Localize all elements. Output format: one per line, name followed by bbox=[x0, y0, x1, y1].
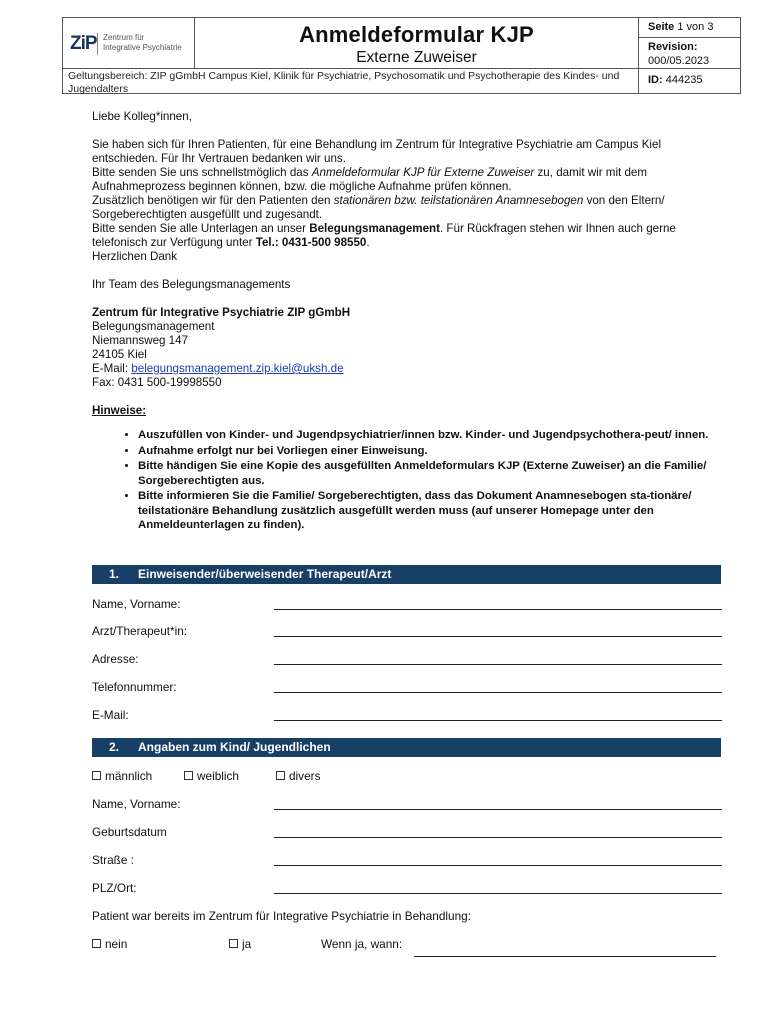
field-label: Arzt/Therapeut*in: bbox=[92, 624, 188, 638]
field-referrer-email bbox=[92, 708, 722, 724]
section-2-header bbox=[92, 738, 721, 757]
address-email bbox=[92, 362, 724, 376]
p4-dept: Belegungsmanagement bbox=[309, 222, 440, 235]
hinweise-list bbox=[92, 428, 724, 533]
address-org bbox=[92, 306, 724, 320]
revision-value: 000/05.2023 bbox=[648, 55, 710, 67]
field-label: Telefonnummer: bbox=[92, 680, 177, 694]
hinweis-item: • Bitte händigen Sie eine Kopie des ausgefüllten Anmeldeformulars KJP (Externe Zuweiser) an die Familie/ Sorgeberechtigten aus. bbox=[138, 459, 724, 488]
field-child-street bbox=[92, 853, 722, 869]
team-signoff: Ihr Team des Belegungsmanagements bbox=[92, 278, 291, 291]
paragraph-3 bbox=[92, 194, 724, 222]
field-child-zip-city bbox=[92, 881, 722, 897]
page-value: 1 von 3 bbox=[677, 21, 714, 33]
field-label: PLZ/Ort: bbox=[92, 881, 137, 895]
checkbox-icon[interactable] bbox=[276, 771, 285, 780]
fill-line[interactable] bbox=[274, 809, 722, 810]
option-label: divers bbox=[289, 769, 321, 783]
paragraph-4 bbox=[92, 222, 724, 250]
when-label: Wenn ja, wann: bbox=[321, 937, 403, 951]
field-referrer-role bbox=[92, 624, 722, 640]
org-name: Zentrum für Integrative Psychiatrie ZIP gGmbH bbox=[92, 306, 351, 319]
phone-number: Tel.: 0431-500 98550 bbox=[255, 236, 367, 249]
option-label: männlich bbox=[105, 769, 153, 783]
revision bbox=[639, 38, 740, 69]
p2-text-a: Bitte senden Sie uns schnellstmöglich das bbox=[92, 166, 312, 179]
field-label: Geburtsdatum bbox=[92, 825, 167, 839]
scope-text: Geltungsbereich: ZIP gGmbH Campus Kiel, Klinik für Psychiatrie, Psychosomatik und Psychotherapie des Kindes- und Jugendalters bbox=[63, 69, 639, 94]
fill-line[interactable] bbox=[274, 692, 722, 693]
p4-text-b: . Für Rückfragen stehen wir Ihnen auch gerne telefonisch zur Verfügung unter bbox=[92, 222, 676, 249]
address-dept: Belegungsmanagement bbox=[92, 320, 215, 333]
field-referrer-address bbox=[92, 652, 722, 668]
option-label: ja bbox=[242, 937, 252, 951]
document-title: Anmeldeformular KJP bbox=[299, 22, 534, 47]
gender-option-diverse[interactable] bbox=[276, 769, 320, 783]
prior-option-yes[interactable] bbox=[229, 937, 251, 951]
section-2-number: 2. bbox=[109, 740, 120, 754]
paragraph-2 bbox=[92, 166, 724, 194]
checkbox-icon[interactable] bbox=[229, 939, 238, 948]
fill-line[interactable] bbox=[274, 664, 722, 665]
checkbox-icon[interactable] bbox=[184, 771, 193, 780]
checkbox-icon[interactable] bbox=[92, 771, 101, 780]
logo-cell bbox=[63, 18, 195, 69]
hinweis-item: • Bitte informieren Sie die Familie/ Sorgeberechtigten, dass das Dokument Anamnesebogen sta-tionäre/ teilstationäre Behandlung zusätzlich ausgefüllt werden muss (auf unserer Homepage unter den Anmeldeunterlagen zu finden). bbox=[138, 489, 724, 533]
section-1-number: 1. bbox=[109, 567, 120, 581]
field-child-birthdate bbox=[92, 825, 722, 841]
paragraph-1: Sie haben sich für Ihren Patienten, für eine Behandlung im Zentrum für Integrative Psychiatrie am Campus Kiel entschieden. Für Ihr Vertrauen bedanken wir uns. bbox=[92, 138, 662, 165]
revision-label: Revision: bbox=[648, 41, 698, 53]
logo-text-line2: Integrative Psychiatrie bbox=[103, 43, 182, 52]
hinweis-item: • Aufnahme erfolgt nur bei Vorliegen einer Einweisung. bbox=[138, 444, 724, 459]
title-cell bbox=[195, 18, 639, 69]
checkbox-icon[interactable] bbox=[92, 939, 101, 948]
hinweise-heading: Hinweise: bbox=[92, 404, 147, 417]
address-city: 24105 Kiel bbox=[92, 348, 147, 361]
thanks: Herzlichen Dank bbox=[92, 250, 178, 263]
logo-text bbox=[103, 33, 182, 53]
p3-anamnesis-name: stationären bzw. teilstationären Anamnesebogen bbox=[333, 194, 584, 207]
fill-line[interactable] bbox=[274, 720, 722, 721]
p3-text-a: Zusätzlich benötigen wir für den Patienten den bbox=[92, 194, 334, 207]
logo-divider bbox=[97, 33, 98, 55]
option-label: nein bbox=[105, 937, 128, 951]
p2-form-name: Anmeldeformular KJP für Externe Zuweiser bbox=[311, 166, 535, 179]
p3-text-b: von den Eltern/ Sorgeberechtigten ausgefüllt und zugesandt. bbox=[92, 194, 665, 221]
document-id bbox=[639, 69, 740, 94]
id-label: ID: bbox=[648, 74, 663, 86]
field-child-name bbox=[92, 797, 722, 813]
fill-line[interactable] bbox=[274, 893, 722, 894]
gender-option-male[interactable] bbox=[92, 769, 152, 783]
page-label: Seite bbox=[648, 21, 675, 33]
fill-line[interactable] bbox=[274, 609, 722, 610]
field-label: Name, Vorname: bbox=[92, 597, 181, 611]
field-referrer-phone bbox=[92, 680, 722, 696]
logo-text-line1: Zentrum für bbox=[103, 33, 145, 42]
field-label: E-Mail: bbox=[92, 708, 129, 722]
address-fax: Fax: 0431 500-19998550 bbox=[92, 376, 222, 389]
address-street: Niemannsweg 147 bbox=[92, 334, 189, 347]
section-1-title: Einweisender/überweisender Therapeut/Arzt bbox=[138, 567, 392, 581]
letter-body bbox=[92, 110, 724, 534]
option-label: weiblich bbox=[197, 769, 239, 783]
document-subtitle: Externe Zuweiser bbox=[356, 49, 477, 66]
section-1-header bbox=[92, 565, 721, 584]
section-2-title: Angaben zum Kind/ Jugendlichen bbox=[138, 740, 331, 754]
prior-option-no[interactable] bbox=[92, 937, 127, 951]
greeting: Liebe Kolleg*innen, bbox=[92, 110, 192, 123]
p4-text-a: Bitte senden Sie alle Unterlagen an unser bbox=[92, 222, 310, 235]
field-referrer-name bbox=[92, 597, 722, 613]
gender-option-female[interactable] bbox=[184, 769, 239, 783]
field-label: Adresse: bbox=[92, 652, 139, 666]
when-fill-line[interactable] bbox=[414, 956, 716, 957]
prior-treatment-question: Patient war bereits im Zentrum für Integrative Psychiatrie in Behandlung: bbox=[92, 909, 471, 923]
id-value: 444235 bbox=[665, 74, 703, 86]
email-link[interactable]: belegungsmanagement.zip.kiel@uksh.de bbox=[131, 362, 344, 375]
document-header bbox=[62, 17, 741, 94]
p2-text-b: zu, damit wir mit dem Aufnahmeprozess beginnen können, bzw. die mögliche Aufnahme prüfen können. bbox=[92, 166, 648, 193]
field-label: Straße : bbox=[92, 853, 134, 867]
email-label: E-Mail: bbox=[92, 362, 132, 375]
fill-line[interactable] bbox=[274, 636, 722, 637]
fill-line[interactable] bbox=[274, 865, 722, 866]
field-label: Name, Vorname: bbox=[92, 797, 181, 811]
zip-logo: ZiP bbox=[70, 33, 97, 54]
p4-text-c: . bbox=[366, 236, 370, 249]
fill-line[interactable] bbox=[274, 837, 722, 838]
hinweis-item: • Auszufüllen von Kinder- und Jugendpsychiatrier/innen bzw. Kinder- und Jugendpsychothera-peut/ innen. bbox=[138, 428, 724, 443]
page-number bbox=[639, 18, 740, 38]
